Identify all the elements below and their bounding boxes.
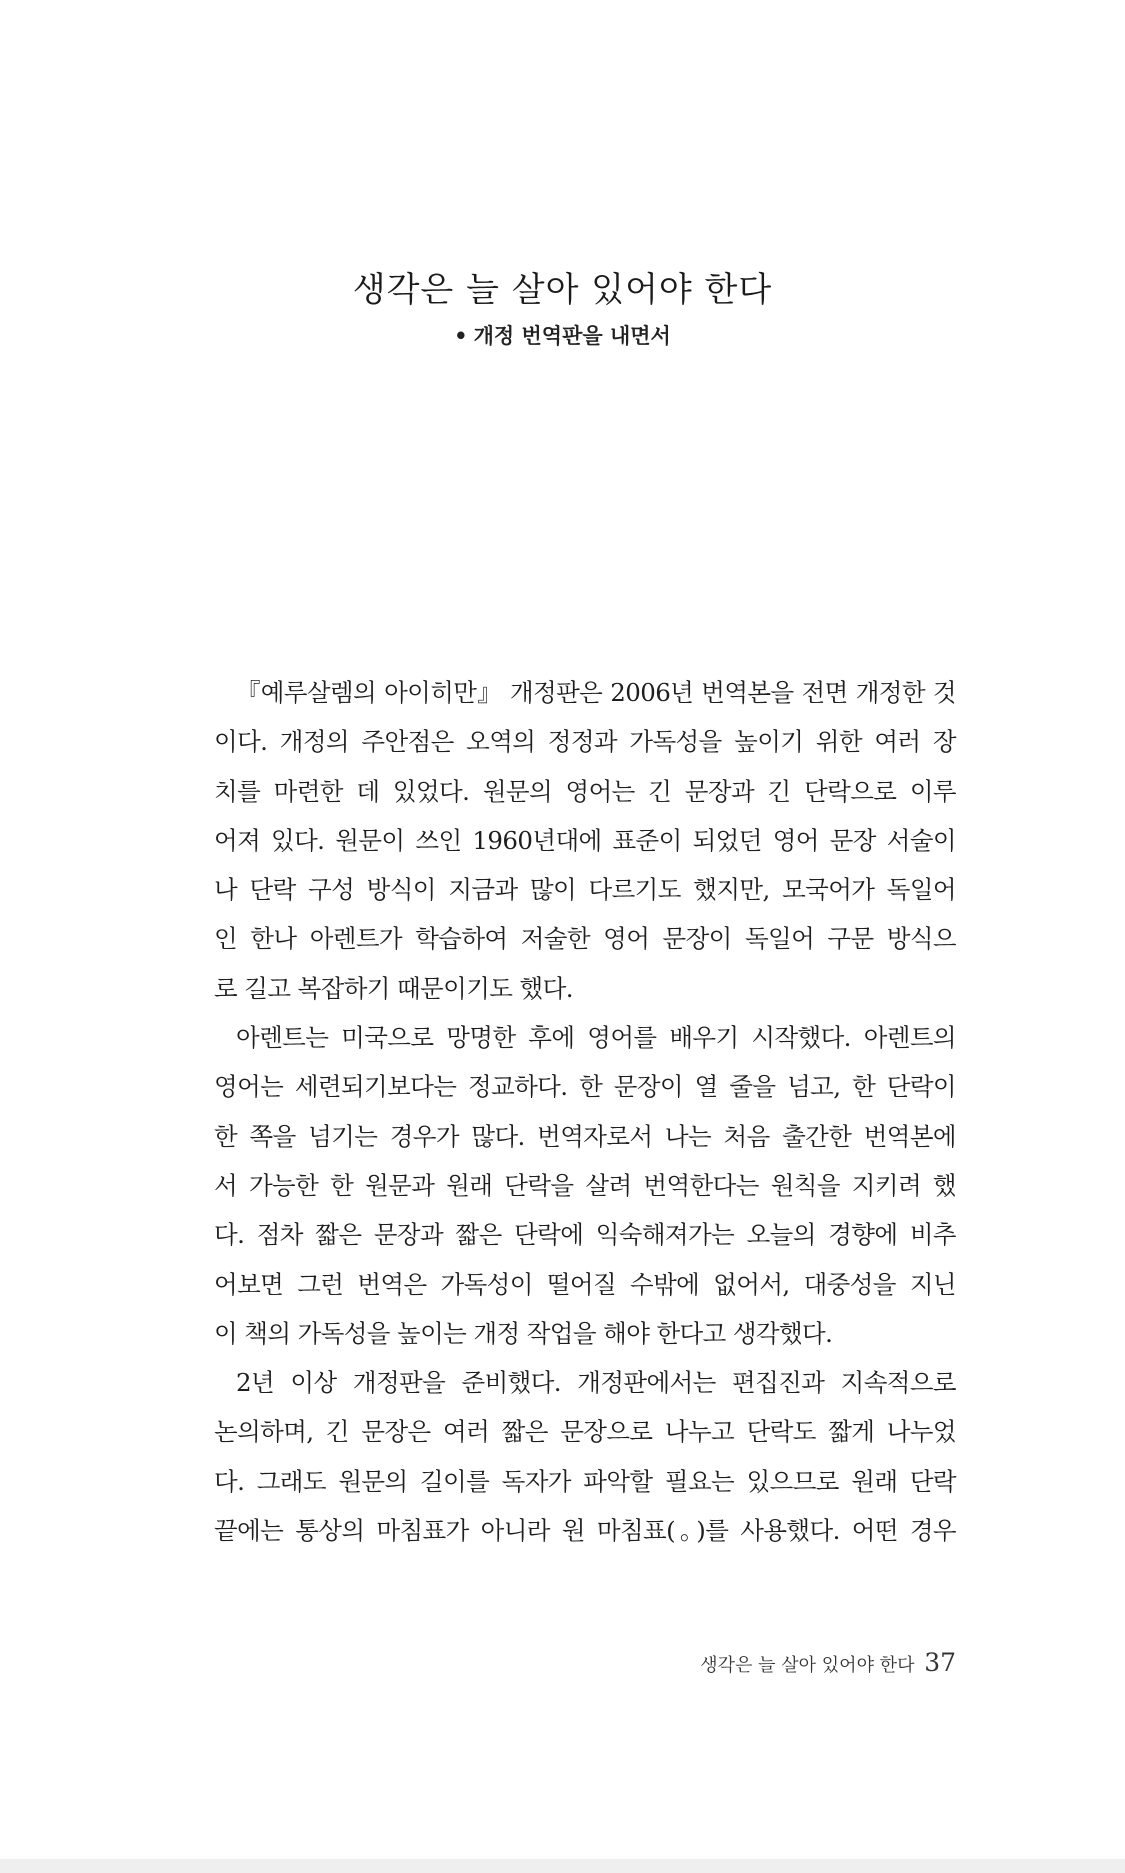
body-line: 아렌트는 미국으로 망명한 후에 영어를 배우기 시작했다. 아렌트의: [236, 1023, 956, 1053]
body-text: [214, 668, 956, 1555]
body-line: 이다. 개정의 주안점은 오역의 정정과 가독성을 높이기 위한 여러 장: [214, 727, 956, 757]
body-line: 서 가능한 한 원문과 원래 단락을 살려 번역한다는 원칙을 지키려 했: [214, 1170, 956, 1200]
body-line: 영어는 세련되기보다는 정교하다. 한 문장이 열 줄을 넘고, 한 단락이: [214, 1072, 956, 1102]
body-line: 어보면 그런 번역은 가독성이 떨어질 수밖에 없어서, 대중성을 지닌: [214, 1269, 956, 1299]
body-line: 로 길고 복잡하기 때문이기도 했다.: [214, 973, 573, 1003]
body-line: 다. 점차 짧은 문장과 짧은 단락에 익숙해져가는 오늘의 경향에 비추: [214, 1220, 956, 1250]
page-footer: [700, 1648, 956, 1677]
body-line: 끝에는 통상의 마침표가 아니라 원 마침표(。)를 사용했다. 어떤 경우: [214, 1516, 956, 1546]
body-line: 논의하며, 긴 문장은 여러 짧은 문장으로 나누고 단락도 짧게 나누었: [214, 1417, 956, 1447]
body-line: 인 한나 아렌트가 학습하여 저술한 영어 문장이 독일어 구문 방식으: [214, 924, 956, 954]
body-line: 이 책의 가독성을 높이는 개정 작업을 해야 한다고 생각했다.: [214, 1318, 833, 1348]
subtitle-bullet: •: [454, 324, 468, 348]
chapter-subtitle: [0, 320, 1125, 350]
chapter-title: 생각은 늘 살아 있어야 한다: [352, 270, 773, 310]
body-line: 어져 있다. 원문이 쓰인 1960년대에 표준이 되었던 영어 문장 서술이: [214, 825, 956, 855]
body-line: 다. 그래도 원문의 길이를 독자가 파악할 필요는 있으므로 원래 단락: [214, 1466, 956, 1496]
page-number: 37: [924, 1648, 956, 1677]
body-line: 『예루살렘의 아이히만』 개정판은 2006년 번역본을 전면 개정한 것: [236, 678, 956, 707]
body-line: 2년 이상 개정판을 준비했다. 개정판에서는 편집진과 지속적으로: [236, 1368, 956, 1398]
subtitle-text: 개정 번역판을 내면서: [473, 324, 671, 348]
body-line: 나 단락 구성 방식이 지금과 많이 다르기도 했지만, 모국어가 독일어: [214, 875, 956, 905]
body-line: 치를 마련한 데 있었다. 원문의 영어는 긴 문장과 긴 단락으로 이루: [214, 776, 956, 806]
bottom-divider: [0, 1859, 1125, 1873]
running-title: 생각은 늘 살아 있어야 한다: [700, 1655, 915, 1676]
body-line: 한 쪽을 넘기는 경우가 많다. 번역자로서 나는 처음 출간한 번역본에: [214, 1121, 956, 1151]
